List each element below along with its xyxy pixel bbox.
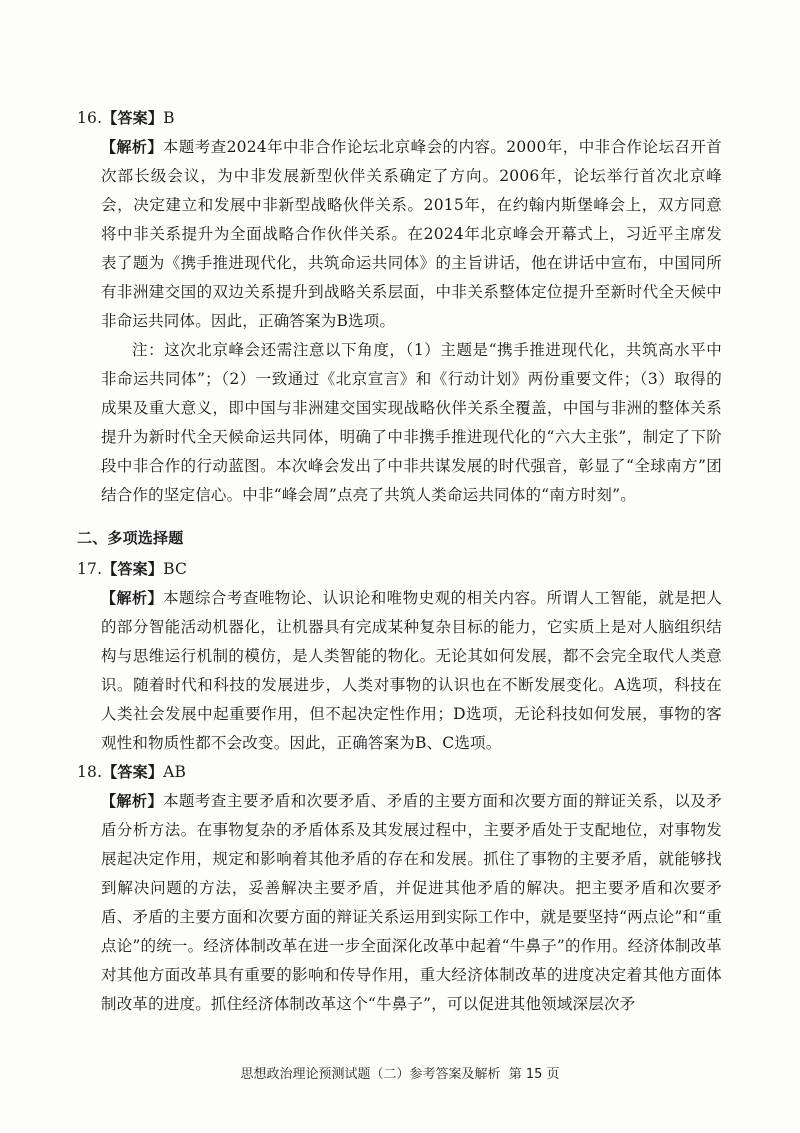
q17-answer-tag: 【答案】 xyxy=(102,560,164,578)
q18-number: 18. xyxy=(77,763,103,781)
q18-answer-tag: 【答案】 xyxy=(102,763,164,781)
q17-number: 17. xyxy=(77,560,103,578)
q16-answer: B xyxy=(163,109,175,127)
q16-number: 16. xyxy=(77,109,103,127)
page-footer xyxy=(0,1063,800,1082)
q16-note: 注：这次北京峰会还需注意以下角度，（1）主题是“携手推进现代化，共筑高水平中非命运共同体”；（2）一致通过《北京宣言》和《行动计划》两份重要文件；（3）取得的成果及重大意义，即中国与非洲建交国实现战略伙伴关系全覆盖，中国与非洲的整体关系提升为新时代全天候命运共同体，明确了中非携手推进现代化的“六大主张”，制定了下阶段中非合作的行动蓝图。本次峰会发出了中非共谋发展的时代强音，彰显了“全球南方”团结合作的坚定信心。中非“峰会周”点亮了共筑人类命运共同体的“南方时刻”。 xyxy=(101,341,722,504)
q18-header xyxy=(77,758,722,787)
q17-analysis-text: 本题综合考查唯物论、认识论和唯物史观的相关内容。所谓人工智能，就是把人的部分智能活动机器化，让机器具有完成某种复杂目标的能力，它实质上是对人脑组织结构与思维运行机制的模仿，是人类智能的物化。无论其如何发展，都不会完全取代人类意识。随着时代和科技的发展进步，人类对事物的认识也在不断发展变化。A选项，科技在人类社会发展中起重要作用，但不起决定性作用；D选项，无论科技如何发展，事物的客观性和物质性都不会改变。因此，正确答案为B、C选项。 xyxy=(101,589,722,752)
q16-answer-tag: 【答案】 xyxy=(102,109,164,127)
page-number: 第 15 页 xyxy=(508,1067,560,1082)
q16-header xyxy=(77,104,722,133)
q18-analysis-tag: 【解析】 xyxy=(101,792,163,810)
section-title-multiple-choice: 二、多项选择题 xyxy=(77,529,184,547)
q16-analysis-tag: 【解析】 xyxy=(101,138,163,156)
q16-analysis-text: 本题考查2024年中非合作论坛北京峰会的内容。2000年，中非合作论坛召开首次部长级会议，为中非发展新型伙伴关系确定了方向。2006年，论坛举行首次北京峰会，决定建立和发展中非新型战略伙伴关系。2015年，在约翰内斯堡峰会上，双方同意将中非关系提升为全面战略合作伙伴关系。在2024年北京峰会开幕式上，习近平主席发表了题为《携手推进现代化，共筑命运共同体》的主旨讲话，他在讲话中宣布，中国同所有非洲建交国的双边关系提升到战略关系层面，中非关系整体定位提升至新时代全天候中非命运共同体。因此，正确答案为B选项。 xyxy=(101,138,722,330)
q18-analysis-text: 本题考查主要矛盾和次要矛盾、矛盾的主要方面和次要方面的辩证关系，以及矛盾分析方法。在事物复杂的矛盾体系及其发展过程中，主要矛盾处于支配地位，对事物发展起决定作用，规定和影响着其他矛盾的存在和发展。抓住了事物的主要矛盾，就能够找到解决问题的方法，妥善解决主要矛盾，并促进其他矛盾的解决。把主要矛盾和次要矛盾、矛盾的主要方面和次要方面的辩证关系运用到实际工作中，就是要坚持“两点论”和“重点论”的统一。经济体制改革在进一步全面深化改革中起着“牛鼻子”的作用。经济体制改革对其他方面改革具有重要的影响和传导作用，重大经济体制改革的进度决定着其他方面体制改革的进度。抓住经济体制改革这个“牛鼻子”，可以促进其他领域深层次矛 xyxy=(101,792,722,1013)
answer-content xyxy=(77,104,722,1019)
footer-title: 思想政治理论预测试题（二）参考答案及解析 xyxy=(240,1067,501,1082)
q18-answer: AB xyxy=(163,763,187,781)
q17-header xyxy=(77,555,722,584)
q17-analysis-tag: 【解析】 xyxy=(101,589,163,607)
q17-analysis xyxy=(77,584,722,758)
q16-analysis xyxy=(77,133,722,336)
q17-answer: BC xyxy=(163,560,188,578)
q18-analysis xyxy=(77,787,722,1019)
